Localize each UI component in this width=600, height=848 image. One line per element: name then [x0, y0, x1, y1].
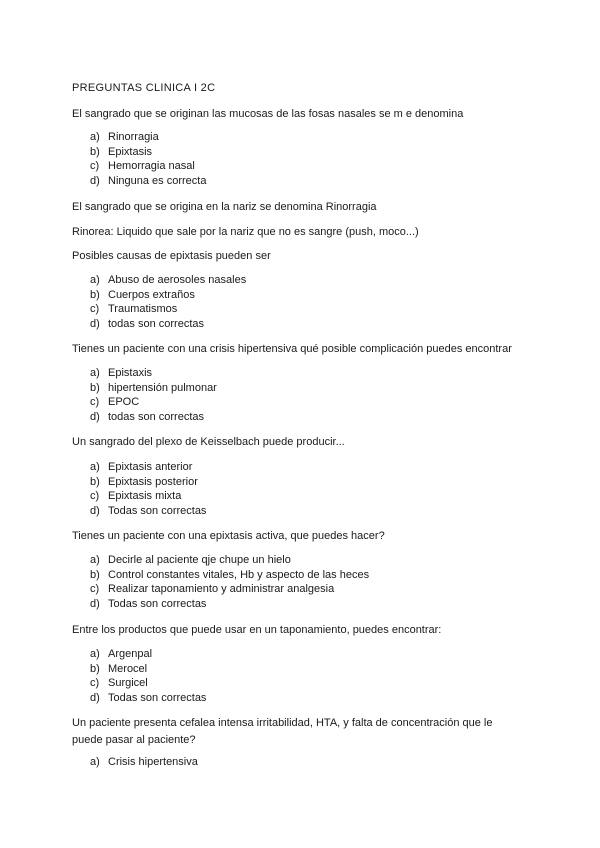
answer-list [90, 755, 198, 770]
answer-option: d) Ninguna es correcta [90, 175, 207, 188]
answer-option: d) todas son correctas [90, 318, 204, 331]
question-text: Un paciente presenta cefalea intensa irritabilidad, HTA, y falta de concentración que le puede pasar al paciente? [72, 717, 493, 746]
answer-option: d) Todas son correctas [90, 505, 207, 518]
question-text: El sangrado que se originan las mucosas de las fosas nasales se m e denomina [72, 108, 464, 120]
question-text: Posibles causas de epixtasis pueden ser [72, 250, 271, 262]
answer-list [90, 273, 246, 332]
answer-list [90, 647, 206, 706]
question-text: Un sangrado del plexo de Keisselbach puede producir... [72, 436, 345, 448]
question-text: Tienes un paciente con una crisis hipertensiva qué posible complicación puedes encontrar [72, 343, 512, 355]
document-title: PREGUNTAS CLINICA I 2C [72, 82, 216, 94]
answer-option: a) Argenpal [90, 648, 153, 660]
answer-option: b) Merocel [90, 662, 148, 675]
answer-option: b) Epixtasis posterior [90, 475, 198, 488]
answer-option: c) Traumatismos [90, 303, 178, 316]
answer-option: a) Rinorragia [90, 131, 159, 143]
paragraph: Rinorea: Liquido que sale por la nariz que no es sangre (push, moco...) [72, 226, 419, 238]
answer-option: b) Control constantes vitales, Hb y aspecto de las heces [90, 568, 370, 581]
answer-option: b) hipertensión pulmonar [90, 381, 217, 394]
question-text: Tienes un paciente con una epixtasis activa, que puedes hacer? [72, 530, 385, 542]
answer-option: c) Hemorragia nasal [90, 160, 195, 173]
answer-option: d) Todas son correctas [90, 598, 207, 611]
answer-option: a) Abuso de aerosoles nasales [90, 274, 247, 286]
answer-option: b) Epixtasis [90, 145, 153, 158]
answer-option: c) Surgicel [90, 677, 148, 690]
answer-list [90, 366, 217, 425]
question-text: Entre los productos que puede usar en un taponamiento, puedes encontrar: [72, 624, 442, 636]
paragraph: El sangrado que se origina en la nariz se denomina Rinorragia [72, 201, 377, 213]
answer-option: a) Epistaxis [90, 367, 153, 379]
answer-option: a) Epixtasis anterior [90, 461, 193, 473]
answer-option: d) Todas son correctas [90, 692, 207, 705]
answer-option: a) Crisis hipertensiva [90, 756, 198, 768]
answer-option: c) Realizar taponamiento y administrar analgesia [90, 583, 335, 596]
answer-option: d) todas son correctas [90, 411, 204, 424]
answer-list [90, 553, 369, 612]
answer-list [90, 130, 206, 189]
answer-option: c) EPOC [90, 396, 140, 409]
answer-option: b) Cuerpos extraños [90, 288, 195, 301]
answer-option: a) Decirle al paciente qje chupe un hielo [90, 554, 291, 566]
answer-option: c) Epixtasis mixta [90, 490, 182, 503]
answer-list [90, 460, 206, 519]
